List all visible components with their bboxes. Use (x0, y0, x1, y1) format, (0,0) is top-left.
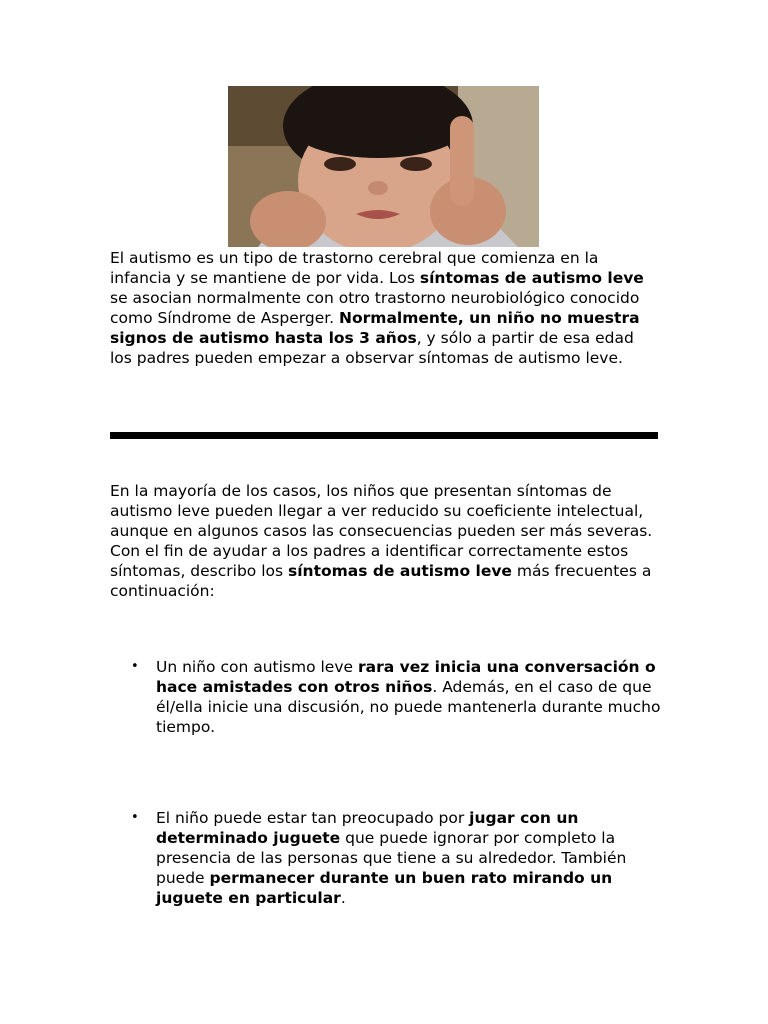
text-run: , y sólo a partir de esa edad los padres pueden empezar a observar síntomas de autismo leve. (110, 329, 634, 367)
horizontal-divider (110, 432, 658, 439)
text-run: que puede ignorar por completo la presencia de las personas que tiene a su alrededor. También puede (156, 829, 627, 887)
text-run: . Además, en el caso de que él/ella inicie una discusión, no puede mantenerla durante mucho tiempo. (156, 678, 661, 736)
bullet-icon: • (131, 810, 139, 825)
text-run: El niño puede estar tan preocupado por (156, 809, 470, 827)
bold-text-run: síntomas de autismo leve (288, 562, 512, 580)
child-photo (228, 86, 539, 247)
list-item-text (156, 657, 661, 737)
photo-child-covering-ears-icon (228, 86, 539, 247)
bold-text-run: síntomas de autismo leve (419, 269, 644, 287)
body-paragraph (110, 481, 658, 601)
bold-text-run: rara vez inicia una conversación o hace amistades con otros niños (156, 658, 656, 696)
text-run: . (340, 889, 346, 907)
text-run: En la mayoría de los casos, los niños que presentan síntomas de autismo leve pueden llegar a ver reducido su coeficiente intelectual, aunque en algunos casos las consecuencias pueden ser más severas. Con el fin de ayudar a los padres a identificar correctamente estos síntomas, describo los (110, 482, 653, 580)
bold-text-run: permanecer durante un buen rato mirando un juguete en particular (156, 869, 613, 907)
list-item-text (156, 808, 661, 908)
text-run: más frecuentes a continuación: (110, 562, 652, 600)
intro-paragraph (110, 248, 658, 368)
bullet-icon: • (131, 659, 139, 674)
text-run: El autismo es un tipo de trastorno cerebral que comienza en la infancia y se mantiene de por vida. Los (110, 249, 599, 287)
text-run: se asocian normalmente con otro trastorno neurobiológico conocido como Síndrome de Asperger. (110, 289, 640, 327)
bold-text-run: Normalmente, un niño no muestra signos de autismo hasta los 3 años (110, 309, 640, 347)
text-run: Un niño con autismo leve (156, 658, 358, 676)
bold-text-run: jugar con un determinado juguete (156, 809, 579, 847)
